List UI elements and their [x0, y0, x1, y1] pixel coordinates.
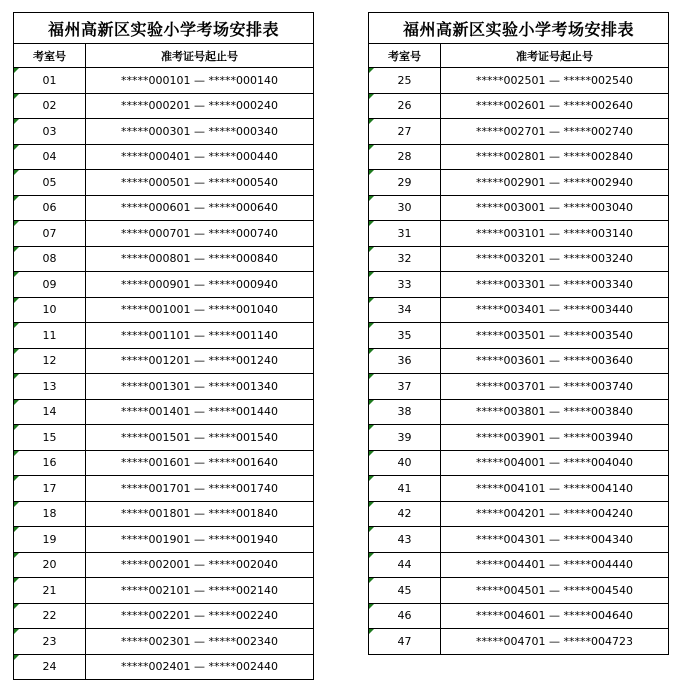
- room-number-cell: 19: [14, 527, 86, 553]
- ticket-range-cell: *****004401 — *****004440: [441, 552, 669, 578]
- table-row: [14, 654, 314, 680]
- room-number-cell: 24: [14, 654, 86, 680]
- table-row: [369, 603, 669, 629]
- ticket-range-cell: *****003001 — *****003040: [441, 195, 669, 221]
- room-number-cell: 05: [14, 170, 86, 196]
- table-row: [14, 476, 314, 502]
- ticket-range-cell: *****001201 — *****001240: [86, 348, 314, 374]
- table-row: [369, 578, 669, 604]
- room-number-cell: 42: [369, 501, 441, 527]
- room-number-cell: 46: [369, 603, 441, 629]
- table-row: [369, 552, 669, 578]
- room-number-cell: 22: [14, 603, 86, 629]
- table-row: [369, 450, 669, 476]
- ticket-range-cell: *****000601 — *****000640: [86, 195, 314, 221]
- table-row: [369, 527, 669, 553]
- ticket-range-cell: *****004201 — *****004240: [441, 501, 669, 527]
- table-row: [14, 629, 314, 655]
- room-number-cell: 45: [369, 578, 441, 604]
- ticket-range-cell: *****003501 — *****003540: [441, 323, 669, 349]
- column-header-range: 准考证号起止号: [441, 44, 669, 68]
- table-row: [369, 195, 669, 221]
- column-header-room: 考室号: [14, 44, 86, 68]
- room-number-cell: 30: [369, 195, 441, 221]
- ticket-range-cell: *****004101 — *****004140: [441, 476, 669, 502]
- room-number-cell: 13: [14, 374, 86, 400]
- room-number-cell: 18: [14, 501, 86, 527]
- ticket-range-cell: *****002001 — *****002040: [86, 552, 314, 578]
- room-number-cell: 08: [14, 246, 86, 272]
- room-number-cell: 33: [369, 272, 441, 298]
- table-row: [14, 552, 314, 578]
- room-number-cell: 20: [14, 552, 86, 578]
- table-row: [14, 450, 314, 476]
- table-row: [369, 297, 669, 323]
- ticket-range-cell: *****003301 — *****003340: [441, 272, 669, 298]
- ticket-range-cell: *****002901 — *****002940: [441, 170, 669, 196]
- room-number-cell: 01: [14, 68, 86, 94]
- table-row: [369, 501, 669, 527]
- room-number-cell: 36: [369, 348, 441, 374]
- ticket-range-cell: *****003201 — *****003240: [441, 246, 669, 272]
- room-number-cell: 17: [14, 476, 86, 502]
- ticket-range-cell: *****000501 — *****000540: [86, 170, 314, 196]
- room-number-cell: 06: [14, 195, 86, 221]
- ticket-range-cell: *****004501 — *****004540: [441, 578, 669, 604]
- table-row: [14, 348, 314, 374]
- table-row: [369, 170, 669, 196]
- room-number-cell: 02: [14, 93, 86, 119]
- ticket-range-cell: *****004601 — *****004640: [441, 603, 669, 629]
- room-number-cell: 12: [14, 348, 86, 374]
- ticket-range-cell: *****001901 — *****001940: [86, 527, 314, 553]
- column-header-range: 准考证号起止号: [86, 44, 314, 68]
- table-row: [369, 68, 669, 94]
- table-row: [14, 246, 314, 272]
- ticket-range-cell: *****003901 — *****003940: [441, 425, 669, 451]
- room-number-cell: 38: [369, 399, 441, 425]
- table-row: [14, 297, 314, 323]
- room-number-cell: 47: [369, 629, 441, 655]
- table-row: [14, 603, 314, 629]
- table-row: [14, 272, 314, 298]
- ticket-range-cell: *****002601 — *****002640: [441, 93, 669, 119]
- ticket-range-cell: *****002401 — *****002440: [86, 654, 314, 680]
- room-number-cell: 21: [14, 578, 86, 604]
- ticket-range-cell: *****001701 — *****001740: [86, 476, 314, 502]
- table-row: [369, 323, 669, 349]
- table-row: [14, 221, 314, 247]
- table-row: [369, 374, 669, 400]
- table-row: [14, 374, 314, 400]
- table-row: [369, 272, 669, 298]
- room-number-cell: 25: [369, 68, 441, 94]
- table-title: 福州高新区实验小学考场安排表: [369, 13, 669, 44]
- table-row: [369, 425, 669, 451]
- ticket-range-cell: *****004001 — *****004040: [441, 450, 669, 476]
- table-row: [14, 501, 314, 527]
- room-number-cell: 41: [369, 476, 441, 502]
- table-row: [14, 170, 314, 196]
- table-row: [14, 93, 314, 119]
- ticket-range-cell: *****003101 — *****003140: [441, 221, 669, 247]
- table-row: [369, 399, 669, 425]
- room-number-cell: 14: [14, 399, 86, 425]
- room-number-cell: 32: [369, 246, 441, 272]
- room-number-cell: 35: [369, 323, 441, 349]
- ticket-range-cell: *****002801 — *****002840: [441, 144, 669, 170]
- table-row: [369, 348, 669, 374]
- table-row: [14, 527, 314, 553]
- table-row: [369, 629, 669, 655]
- ticket-range-cell: *****000801 — *****000840: [86, 246, 314, 272]
- ticket-range-cell: *****001801 — *****001840: [86, 501, 314, 527]
- room-number-cell: 26: [369, 93, 441, 119]
- table-row: [14, 323, 314, 349]
- ticket-range-cell: *****001101 — *****001140: [86, 323, 314, 349]
- room-number-cell: 10: [14, 297, 86, 323]
- room-number-cell: 16: [14, 450, 86, 476]
- table-row: [369, 144, 669, 170]
- ticket-range-cell: *****003601 — *****003640: [441, 348, 669, 374]
- ticket-range-cell: *****000701 — *****000740: [86, 221, 314, 247]
- table-row: [14, 195, 314, 221]
- room-number-cell: 37: [369, 374, 441, 400]
- ticket-range-cell: *****001501 — *****001540: [86, 425, 314, 451]
- table-row: [14, 399, 314, 425]
- ticket-range-cell: *****000301 — *****000340: [86, 119, 314, 145]
- room-number-cell: 40: [369, 450, 441, 476]
- room-number-cell: 39: [369, 425, 441, 451]
- room-number-cell: 28: [369, 144, 441, 170]
- ticket-range-cell: *****004301 — *****004340: [441, 527, 669, 553]
- room-number-cell: 34: [369, 297, 441, 323]
- room-number-cell: 09: [14, 272, 86, 298]
- table-row: [14, 425, 314, 451]
- ticket-range-cell: *****000101 — *****000140: [86, 68, 314, 94]
- table-row: [14, 119, 314, 145]
- room-number-cell: 11: [14, 323, 86, 349]
- room-number-cell: 44: [369, 552, 441, 578]
- room-number-cell: 15: [14, 425, 86, 451]
- ticket-range-cell: *****003401 — *****003440: [441, 297, 669, 323]
- room-number-cell: 03: [14, 119, 86, 145]
- room-number-cell: 04: [14, 144, 86, 170]
- ticket-range-cell: *****000401 — *****000440: [86, 144, 314, 170]
- ticket-range-cell: *****002201 — *****002240: [86, 603, 314, 629]
- ticket-range-cell: *****003801 — *****003840: [441, 399, 669, 425]
- exam-table-left: [13, 12, 314, 680]
- ticket-range-cell: *****000201 — *****000240: [86, 93, 314, 119]
- exam-table-right: [368, 12, 669, 655]
- column-header-room: 考室号: [369, 44, 441, 68]
- table-row: [369, 476, 669, 502]
- room-number-cell: 27: [369, 119, 441, 145]
- ticket-range-cell: *****002301 — *****002340: [86, 629, 314, 655]
- ticket-range-cell: *****003701 — *****003740: [441, 374, 669, 400]
- ticket-range-cell: *****001401 — *****001440: [86, 399, 314, 425]
- ticket-range-cell: *****001301 — *****001340: [86, 374, 314, 400]
- table-row: [14, 144, 314, 170]
- ticket-range-cell: *****002701 — *****002740: [441, 119, 669, 145]
- room-number-cell: 07: [14, 221, 86, 247]
- ticket-range-cell: *****001001 — *****001040: [86, 297, 314, 323]
- table-row: [14, 578, 314, 604]
- table-row: [14, 68, 314, 94]
- table-row: [369, 93, 669, 119]
- room-number-cell: 31: [369, 221, 441, 247]
- ticket-range-cell: *****002501 — *****002540: [441, 68, 669, 94]
- room-number-cell: 23: [14, 629, 86, 655]
- ticket-range-cell: *****004701 — *****004723: [441, 629, 669, 655]
- room-number-cell: 29: [369, 170, 441, 196]
- ticket-range-cell: *****000901 — *****000940: [86, 272, 314, 298]
- table-row: [369, 119, 669, 145]
- table-title: 福州高新区实验小学考场安排表: [14, 13, 314, 44]
- ticket-range-cell: *****002101 — *****002140: [86, 578, 314, 604]
- ticket-range-cell: *****001601 — *****001640: [86, 450, 314, 476]
- room-number-cell: 43: [369, 527, 441, 553]
- table-row: [369, 246, 669, 272]
- table-row: [369, 221, 669, 247]
